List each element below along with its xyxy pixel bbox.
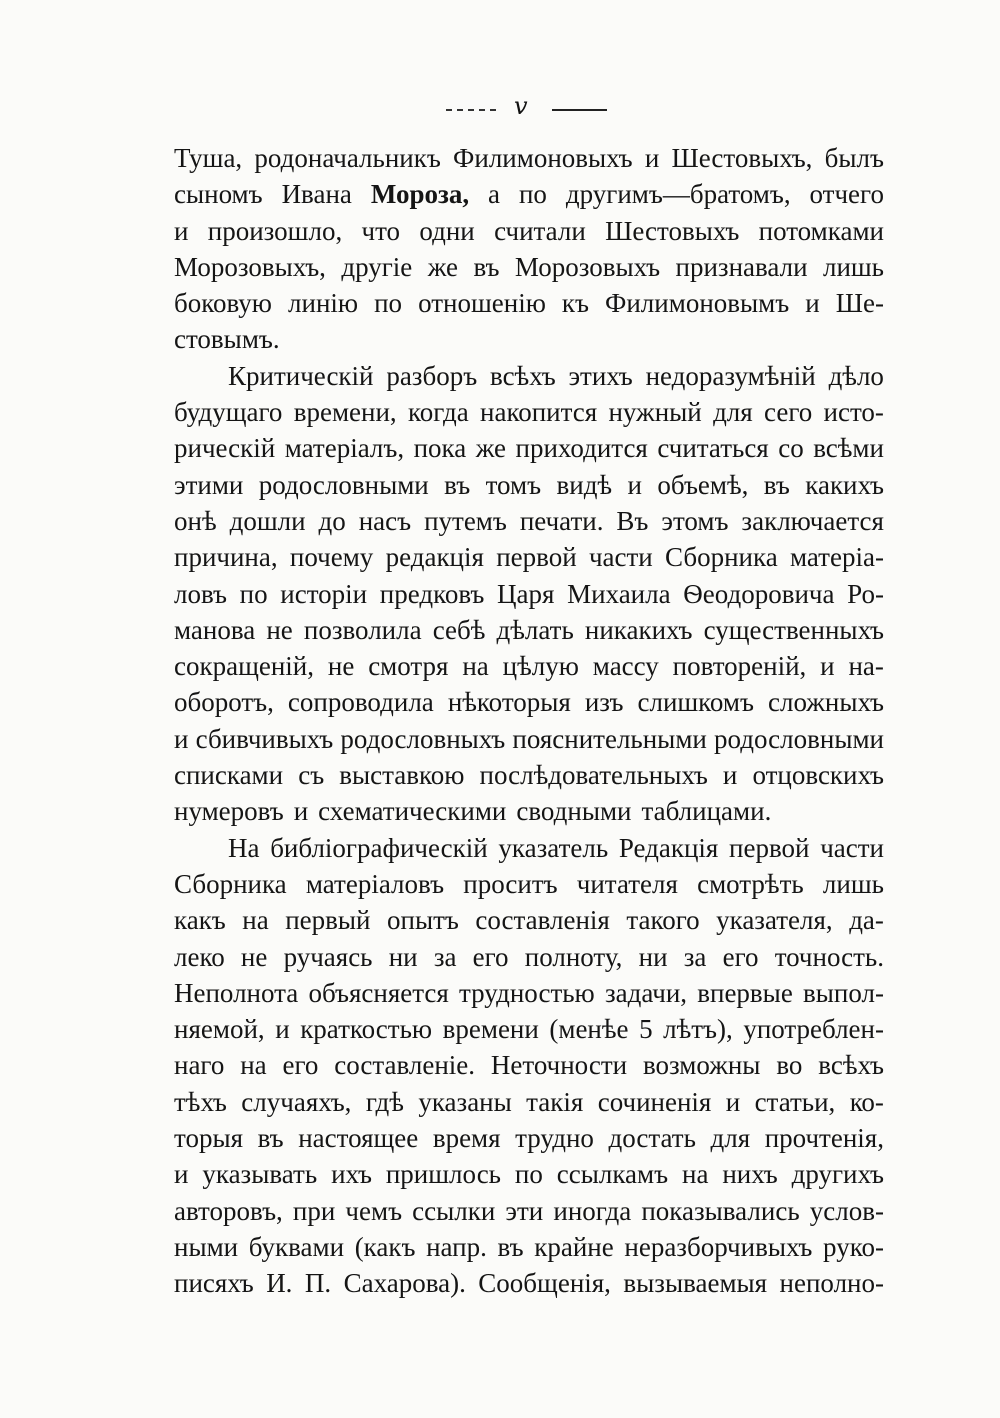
word: въ: [497, 1231, 524, 1262]
word: и: [174, 1159, 189, 1190]
word: считали: [494, 215, 586, 246]
word: на: [240, 1050, 267, 1081]
word: для: [713, 397, 753, 428]
page-header: [440, 92, 620, 122]
word: услов-: [809, 1195, 884, 1226]
word: печати.: [519, 505, 604, 536]
word: всѣхъ: [489, 360, 556, 391]
word: употреблен-: [743, 1014, 884, 1045]
word: Мороза,: [370, 179, 470, 210]
word: впервые: [697, 977, 793, 1008]
word: стовымъ.: [174, 324, 280, 355]
word: путемъ: [424, 505, 507, 536]
word: исто-: [823, 397, 884, 428]
word: буквами: [248, 1231, 345, 1262]
word: заключается: [741, 505, 884, 536]
word: редакція: [385, 542, 484, 573]
word: дошли: [229, 505, 306, 536]
word: Морозовыхъ: [514, 251, 661, 282]
word: выставкою: [339, 760, 465, 791]
word: наго: [174, 1050, 225, 1081]
word: ссылкамъ: [556, 1159, 669, 1190]
page-number: v: [514, 92, 528, 120]
word: такія: [526, 1086, 584, 1117]
word: части: [820, 832, 884, 863]
word: вызываемыя: [623, 1268, 768, 1299]
word: дѣлать: [496, 614, 574, 645]
word: считаться: [657, 433, 769, 464]
word: сочиненія: [597, 1086, 712, 1117]
word: линію: [288, 288, 359, 319]
word: же: [475, 433, 507, 464]
word: опытъ: [387, 905, 459, 936]
text-line: [174, 358, 884, 394]
word: такого: [626, 905, 700, 936]
word: указывать: [202, 1159, 318, 1190]
word: по: [514, 1159, 543, 1190]
word: для: [710, 1123, 751, 1154]
text-line: [174, 866, 884, 902]
word: Филимоновыхъ: [453, 143, 633, 173]
word: другимъ—братомъ,: [565, 179, 791, 210]
word: руко-: [823, 1231, 884, 1262]
word: смотрѣть: [697, 868, 804, 899]
word: исторіи: [280, 578, 368, 609]
word: гдѣ: [365, 1086, 404, 1117]
word: нумеровъ: [174, 796, 284, 827]
word: возможны: [642, 1050, 761, 1081]
word: Критическій: [228, 360, 374, 391]
word: накопится: [480, 397, 598, 428]
word: составленіе.: [334, 1050, 476, 1081]
word: Сахарова).: [343, 1268, 466, 1299]
text-line: [174, 902, 884, 938]
word: трудностью: [459, 977, 595, 1008]
word: ни: [388, 941, 418, 972]
word: первой: [729, 832, 810, 863]
word: трудно: [515, 1123, 594, 1154]
word: статьи,: [754, 1086, 836, 1117]
word: и: [293, 796, 309, 827]
text-line: [174, 793, 884, 829]
word: оборотъ,: [174, 687, 274, 718]
word: одни: [419, 215, 475, 246]
word: Сообщенія,: [478, 1268, 611, 1299]
word: П.: [304, 1268, 332, 1299]
word: никакихъ: [584, 614, 693, 645]
word: причина,: [174, 542, 278, 573]
word: видѣ: [556, 469, 613, 500]
word: потомками: [758, 215, 884, 246]
word: точность.: [774, 941, 884, 972]
word: отношенію: [418, 288, 546, 319]
word: и: [627, 469, 642, 500]
word: произошло,: [207, 215, 343, 246]
word: краткостью: [300, 1014, 433, 1045]
word: въ: [473, 251, 500, 282]
word: первый: [285, 905, 371, 936]
header-right-rule: [552, 109, 607, 111]
word: рическій: [174, 433, 276, 464]
word: онѣ: [174, 505, 217, 536]
word: съ: [298, 760, 325, 791]
word: лѣтъ),: [663, 1014, 733, 1045]
word: родословными: [258, 469, 429, 500]
word: указатель: [498, 832, 609, 863]
word: (менѣе: [549, 1014, 629, 1045]
word: и: [722, 760, 738, 791]
word: И.: [266, 1268, 293, 1299]
word: задачи,: [604, 977, 688, 1008]
word: Неточности: [490, 1050, 628, 1081]
word: другихъ: [791, 1159, 884, 1190]
word: Въ: [616, 505, 649, 536]
text-line: [174, 830, 884, 866]
word: Неполнота: [174, 977, 299, 1008]
word: себѣ: [432, 614, 486, 645]
word: Шестовыхъ: [605, 215, 740, 246]
word: прочтенія,: [764, 1123, 884, 1154]
word: времени,: [293, 397, 397, 428]
word: ссылки: [412, 1195, 496, 1226]
word: когда: [408, 397, 469, 428]
word: въ: [444, 469, 471, 500]
text-line: [174, 213, 884, 249]
word: Ше-: [835, 288, 884, 319]
word: при: [292, 1195, 336, 1226]
word: иногда: [553, 1195, 632, 1226]
word: его: [472, 941, 509, 972]
word: лишь: [822, 251, 884, 282]
word: этомъ: [661, 505, 729, 536]
word: существенныхъ: [703, 614, 884, 645]
word: предковъ: [379, 578, 485, 609]
word: не: [266, 614, 293, 645]
word: ни: [638, 941, 668, 972]
word: не: [240, 941, 268, 972]
word: этими: [174, 469, 244, 500]
word: 5: [639, 1014, 653, 1045]
word: въ: [763, 469, 790, 500]
word: сыномъ: [174, 179, 263, 210]
word: на: [242, 905, 269, 936]
word: няемой,: [174, 1014, 265, 1045]
text-line: [174, 249, 884, 285]
word: позволила: [303, 614, 422, 645]
word: неполно-: [779, 1268, 884, 1299]
word: слишкомъ: [637, 687, 754, 718]
word: объясняется: [308, 977, 449, 1008]
word: почему: [289, 542, 374, 573]
word: какъ: [174, 905, 226, 936]
word: указателя,: [716, 905, 833, 936]
header-left-rule: [446, 109, 496, 111]
word: родословными: [714, 723, 884, 754]
text-line: [174, 612, 884, 648]
word: библіографическій: [270, 832, 488, 863]
word: же: [427, 251, 459, 282]
word: составленія: [475, 905, 610, 936]
word: неразборчивыхъ: [624, 1231, 813, 1262]
word: цѣлую: [502, 651, 579, 682]
word: былъ: [824, 143, 884, 173]
word: Сборника: [174, 868, 287, 899]
word: нѣкоторыя: [447, 687, 571, 718]
word: Морозовыхъ,: [174, 251, 326, 282]
word: томъ: [485, 469, 542, 500]
word: Ѳеодоровича: [683, 578, 835, 609]
word: ручаясь: [283, 941, 373, 972]
text-line: [174, 1120, 884, 1156]
word: отцовскихъ: [752, 760, 884, 791]
word: матеріаловъ: [305, 868, 445, 899]
word: крайне: [534, 1231, 614, 1262]
word: показывались: [641, 1195, 800, 1226]
word: отчего: [809, 179, 884, 210]
word: объемѣ,: [657, 469, 749, 500]
word: недоразумѣній: [645, 360, 816, 391]
word: Ро-: [847, 578, 884, 609]
word: и: [725, 1086, 741, 1117]
word: на-: [848, 651, 884, 682]
word: писяхъ: [174, 1268, 254, 1299]
text-line: [174, 430, 884, 466]
text-line: [174, 1084, 884, 1120]
word: выпол-: [803, 977, 884, 1008]
word: насъ: [358, 505, 412, 536]
word: повтореній,: [672, 651, 807, 682]
word: что: [361, 215, 401, 246]
word: нихъ: [722, 1159, 778, 1190]
word: (какъ: [354, 1231, 416, 1262]
text-line: [174, 539, 884, 575]
word: первой: [496, 542, 577, 573]
word: сопроводила: [287, 687, 434, 718]
word: матеріалъ,: [284, 433, 405, 464]
word: торыя: [174, 1123, 244, 1154]
text-line: [174, 140, 884, 176]
word: времени: [442, 1014, 539, 1045]
word: случаяхъ,: [241, 1086, 352, 1117]
word: да-: [849, 905, 884, 936]
word: другіе: [341, 251, 413, 282]
word: какихъ: [805, 469, 884, 500]
word: авторовъ,: [174, 1195, 283, 1226]
text-line: [174, 285, 884, 321]
word: пришлось: [385, 1159, 501, 1190]
word: до: [318, 505, 346, 536]
word: массу: [592, 651, 659, 682]
word: схематическими: [318, 796, 507, 827]
word: всѣхъ: [818, 1050, 884, 1081]
word: пояснительными: [512, 723, 707, 754]
text-line: [174, 721, 884, 757]
word: дѣло: [828, 360, 884, 391]
word: списками: [174, 760, 284, 791]
word: время: [432, 1123, 501, 1154]
word: изъ: [584, 687, 624, 718]
text-line: [174, 1193, 884, 1229]
word: всѣми: [813, 433, 884, 464]
text-line: [174, 684, 884, 720]
word: и: [820, 651, 835, 682]
word: сокращеній,: [174, 651, 315, 682]
word: Шестовыхъ,: [671, 143, 813, 173]
text-line: [174, 1011, 884, 1047]
word: этихъ: [568, 360, 633, 391]
word: нужный: [608, 397, 702, 428]
word: не: [327, 651, 355, 682]
text-line: [174, 321, 884, 357]
word: достать: [608, 1123, 696, 1154]
word: приходится: [515, 433, 648, 464]
word: сложныхъ: [767, 687, 884, 718]
word: и: [275, 1014, 290, 1045]
word: его: [722, 941, 759, 972]
word: смотря: [368, 651, 449, 682]
word: боковую: [174, 288, 272, 319]
word: сего: [764, 397, 813, 428]
word: пока: [413, 433, 467, 464]
word: Сборника: [665, 542, 778, 573]
word: за: [433, 941, 457, 972]
word: чемъ: [345, 1195, 403, 1226]
word: и: [805, 288, 820, 319]
word: во: [776, 1050, 803, 1081]
word: читателя: [576, 868, 678, 899]
word: со: [778, 433, 804, 464]
word: настоящее: [298, 1123, 419, 1154]
word: проситъ: [463, 868, 558, 899]
word: Михаила: [567, 578, 671, 609]
word: Редакція: [618, 832, 719, 863]
text-line: [174, 503, 884, 539]
text-line: [174, 176, 884, 212]
word: На: [228, 832, 260, 863]
word: леко: [174, 941, 225, 972]
word: его: [282, 1050, 319, 1081]
text-line: [174, 757, 884, 793]
word: матеріа-: [789, 542, 884, 573]
word: ихъ: [331, 1159, 372, 1190]
word: и: [174, 215, 189, 246]
word: полноту,: [524, 941, 623, 972]
text-line: [174, 576, 884, 612]
word: разборъ: [386, 360, 478, 391]
word: за: [683, 941, 707, 972]
text-line: [174, 467, 884, 503]
word: а: [488, 179, 501, 210]
word: родословныхъ: [340, 723, 506, 754]
word: Царя: [497, 578, 555, 609]
word: Филимоновымъ: [605, 288, 790, 319]
text-line: [174, 1229, 884, 1265]
word: на: [682, 1159, 709, 1190]
word: напр.: [426, 1231, 487, 1262]
text-line: [174, 939, 884, 975]
word: сбивчивыхъ: [195, 723, 334, 754]
word: манова: [174, 614, 256, 645]
word: и: [644, 143, 660, 173]
word: указаны: [418, 1086, 512, 1117]
word: будущаго: [174, 397, 283, 428]
word: Туша,: [174, 143, 243, 173]
word: ко-: [849, 1086, 884, 1117]
word: таблицами.: [641, 796, 772, 827]
word: сводными: [516, 796, 632, 827]
word: по: [374, 288, 403, 319]
text-line: [174, 394, 884, 430]
word: признавали: [675, 251, 808, 282]
word: ными: [174, 1231, 239, 1262]
word: тѣхъ: [174, 1086, 227, 1117]
word: по: [239, 578, 268, 609]
word: ловъ: [174, 578, 228, 609]
body-text: [174, 140, 884, 1302]
text-line: [174, 1156, 884, 1192]
word: родоначальникъ: [254, 143, 441, 173]
word: и: [174, 723, 189, 754]
text-line: [174, 1047, 884, 1083]
text-line: [174, 648, 884, 684]
word: Ивана: [281, 179, 352, 210]
word: эти: [505, 1195, 544, 1226]
word: по: [518, 179, 547, 210]
word: послѣдовательныхъ: [479, 760, 708, 791]
word: лишь: [822, 868, 884, 899]
word: къ: [561, 288, 589, 319]
word: въ: [257, 1123, 284, 1154]
text-line: [174, 1265, 884, 1301]
word: на: [462, 651, 489, 682]
text-line: [174, 975, 884, 1011]
word: части: [588, 542, 653, 573]
